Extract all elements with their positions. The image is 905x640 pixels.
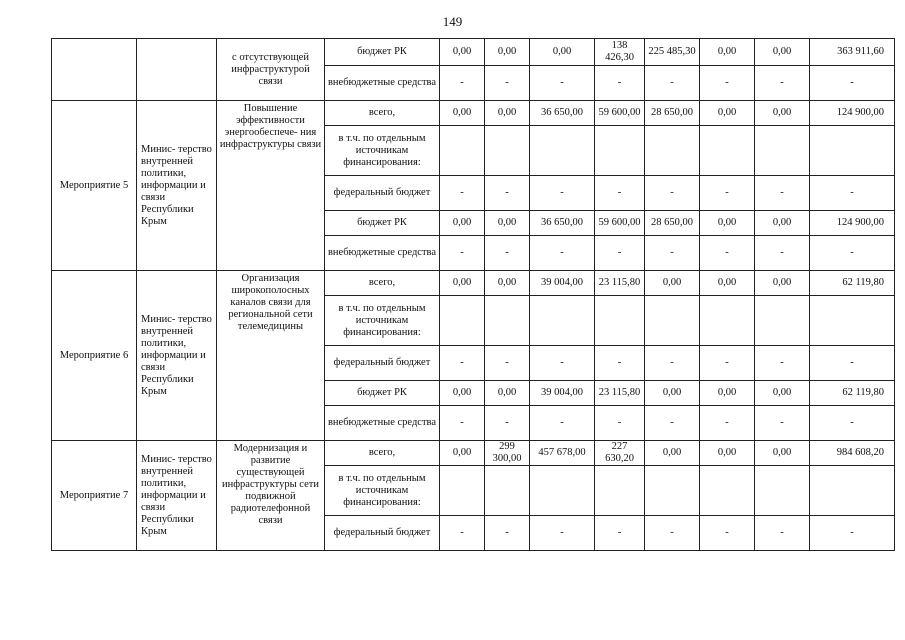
event-cell: Мероприятие 6	[52, 271, 137, 441]
value-cell: -	[530, 66, 595, 101]
value-cell: -	[645, 346, 700, 381]
value-cell: 0,00	[440, 381, 485, 406]
value-cell: 23 115,80	[595, 271, 645, 296]
value-cell: 0,00	[700, 39, 755, 66]
value-cell	[645, 126, 700, 176]
value-cell	[700, 296, 755, 346]
value-cell: 225 485,30	[645, 39, 700, 66]
value-cell: -	[440, 346, 485, 381]
value-cell: 39 004,00	[530, 381, 595, 406]
value-cell: 0,00	[755, 211, 810, 236]
funding-type-cell: всего,	[325, 271, 440, 296]
value-cell: 0,00	[755, 381, 810, 406]
value-cell	[530, 466, 595, 516]
value-cell: 0,00	[755, 101, 810, 126]
value-cell: 0,00	[700, 211, 755, 236]
total-cell: -	[810, 406, 895, 441]
value-cell: 0,00	[755, 39, 810, 66]
value-cell: 36 650,00	[530, 101, 595, 126]
value-cell: 0,00	[485, 101, 530, 126]
value-cell: 0,00	[440, 441, 485, 466]
value-cell: -	[700, 176, 755, 211]
value-cell: 0,00	[645, 381, 700, 406]
value-cell: -	[700, 66, 755, 101]
value-cell: 0,00	[755, 271, 810, 296]
table-row	[52, 39, 895, 66]
value-cell: -	[485, 66, 530, 101]
value-cell: 0,00	[440, 211, 485, 236]
value-cell: 0,00	[530, 39, 595, 66]
value-cell: 0,00	[485, 39, 530, 66]
value-cell	[755, 466, 810, 516]
event-cell	[52, 39, 137, 101]
value-cell: -	[755, 236, 810, 271]
value-cell: 457 678,00	[530, 441, 595, 466]
value-cell: 0,00	[440, 271, 485, 296]
value-cell: -	[645, 516, 700, 551]
value-cell	[645, 466, 700, 516]
value-cell: -	[530, 236, 595, 271]
value-cell	[645, 296, 700, 346]
total-cell: 124 900,00	[810, 101, 895, 126]
value-cell: -	[530, 176, 595, 211]
executor-cell	[137, 39, 217, 101]
funding-type-cell: всего,	[325, 441, 440, 466]
value-cell: 23 115,80	[595, 381, 645, 406]
value-cell: 36 650,00	[530, 211, 595, 236]
value-cell: -	[755, 406, 810, 441]
value-cell: 59 600,00	[595, 211, 645, 236]
description-cell: Модернизация и развитие существующей инфраструктуры сети подвижной радиотелефонной связи	[217, 441, 325, 551]
funding-type-cell: федеральный бюджет	[325, 176, 440, 211]
executor-cell: Минис- терство внутренней политики, информации и связи Республики Крым	[137, 271, 217, 441]
description-cell: с отсутствующей инфраструктурой связи	[217, 39, 325, 101]
value-cell: 0,00	[700, 381, 755, 406]
funding-type-cell: бюджет РК	[325, 39, 440, 66]
value-cell	[700, 126, 755, 176]
funding-type-cell: в т.ч. по отдельным источникам финансирования:	[325, 466, 440, 516]
value-cell: -	[645, 406, 700, 441]
value-cell: 227 630,20	[595, 441, 645, 466]
total-cell: 62 119,80	[810, 271, 895, 296]
funding-type-cell: бюджет РК	[325, 381, 440, 406]
value-cell: 0,00	[485, 381, 530, 406]
value-cell: -	[595, 176, 645, 211]
value-cell: -	[530, 406, 595, 441]
value-cell: 0,00	[485, 211, 530, 236]
total-cell	[810, 126, 895, 176]
value-cell	[485, 126, 530, 176]
value-cell	[595, 466, 645, 516]
event-cell: Мероприятие 5	[52, 101, 137, 271]
funding-type-cell: федеральный бюджет	[325, 516, 440, 551]
value-cell: -	[700, 516, 755, 551]
value-cell	[700, 466, 755, 516]
value-cell: -	[440, 66, 485, 101]
funding-table	[51, 38, 895, 551]
funding-type-cell: внебюджетные средства	[325, 406, 440, 441]
value-cell: 0,00	[440, 101, 485, 126]
value-cell	[440, 126, 485, 176]
table-row	[52, 271, 895, 296]
executor-cell: Минис- терство внутренней политики, информации и связи Республики Крым	[137, 441, 217, 551]
total-cell: 984 608,20	[810, 441, 895, 466]
executor-cell: Минис- терство внутренней политики, информации и связи Республики Крым	[137, 101, 217, 271]
value-cell: -	[440, 516, 485, 551]
page-number: 149	[442, 14, 463, 29]
value-cell: -	[700, 406, 755, 441]
value-cell: -	[755, 516, 810, 551]
value-cell: -	[755, 346, 810, 381]
value-cell	[595, 126, 645, 176]
value-cell: -	[645, 66, 700, 101]
value-cell: -	[440, 236, 485, 271]
value-cell: -	[700, 346, 755, 381]
funding-type-cell: в т.ч. по отдельным источникам финансирования:	[325, 126, 440, 176]
value-cell: 0,00	[440, 39, 485, 66]
value-cell: -	[440, 406, 485, 441]
total-cell: -	[810, 516, 895, 551]
total-cell: -	[810, 346, 895, 381]
funding-type-cell: бюджет РК	[325, 211, 440, 236]
value-cell: -	[595, 66, 645, 101]
value-cell: -	[530, 516, 595, 551]
value-cell	[755, 296, 810, 346]
total-cell	[810, 296, 895, 346]
value-cell: 59 600,00	[595, 101, 645, 126]
value-cell: -	[595, 236, 645, 271]
value-cell: -	[595, 406, 645, 441]
value-cell: -	[485, 406, 530, 441]
value-cell: -	[485, 516, 530, 551]
value-cell: 0,00	[700, 271, 755, 296]
value-cell	[530, 126, 595, 176]
description-cell: Организация широкополосных каналов связи для региональной сети телемедицины	[217, 271, 325, 441]
value-cell: 0,00	[755, 441, 810, 466]
value-cell: -	[485, 236, 530, 271]
value-cell: -	[595, 516, 645, 551]
value-cell	[530, 296, 595, 346]
value-cell: -	[595, 346, 645, 381]
funding-type-cell: всего,	[325, 101, 440, 126]
value-cell: -	[440, 176, 485, 211]
value-cell: 0,00	[645, 441, 700, 466]
funding-type-cell: федеральный бюджет	[325, 346, 440, 381]
event-cell: Мероприятие 7	[52, 441, 137, 551]
value-cell: -	[485, 176, 530, 211]
total-cell: -	[810, 236, 895, 271]
value-cell	[595, 296, 645, 346]
total-cell: -	[810, 66, 895, 101]
value-cell: -	[645, 176, 700, 211]
value-cell: 299 300,00	[485, 441, 530, 466]
value-cell: -	[755, 66, 810, 101]
value-cell	[440, 466, 485, 516]
value-cell: 0,00	[700, 441, 755, 466]
funding-type-cell: внебюджетные средства	[325, 66, 440, 101]
value-cell	[755, 126, 810, 176]
total-cell	[810, 466, 895, 516]
funding-type-cell: в т.ч. по отдельным источникам финансирования:	[325, 296, 440, 346]
value-cell: 28 650,00	[645, 211, 700, 236]
value-cell: 28 650,00	[645, 101, 700, 126]
total-cell: 363 911,60	[810, 39, 895, 66]
value-cell: -	[700, 236, 755, 271]
value-cell: 138 426,30	[595, 39, 645, 66]
total-cell: 62 119,80	[810, 381, 895, 406]
table-row	[52, 101, 895, 126]
value-cell: 0,00	[700, 101, 755, 126]
total-cell: 124 900,00	[810, 211, 895, 236]
value-cell: -	[530, 346, 595, 381]
value-cell	[485, 296, 530, 346]
value-cell	[485, 466, 530, 516]
value-cell: -	[755, 176, 810, 211]
total-cell: -	[810, 176, 895, 211]
funding-type-cell: внебюджетные средства	[325, 236, 440, 271]
description-cell: Повышение эффективности энергообеспече- ния инфраструктуры связи	[217, 101, 325, 271]
value-cell: -	[485, 346, 530, 381]
value-cell: 0,00	[645, 271, 700, 296]
table-row	[52, 441, 895, 466]
value-cell: -	[645, 236, 700, 271]
value-cell: 0,00	[485, 271, 530, 296]
value-cell: 39 004,00	[530, 271, 595, 296]
value-cell	[440, 296, 485, 346]
